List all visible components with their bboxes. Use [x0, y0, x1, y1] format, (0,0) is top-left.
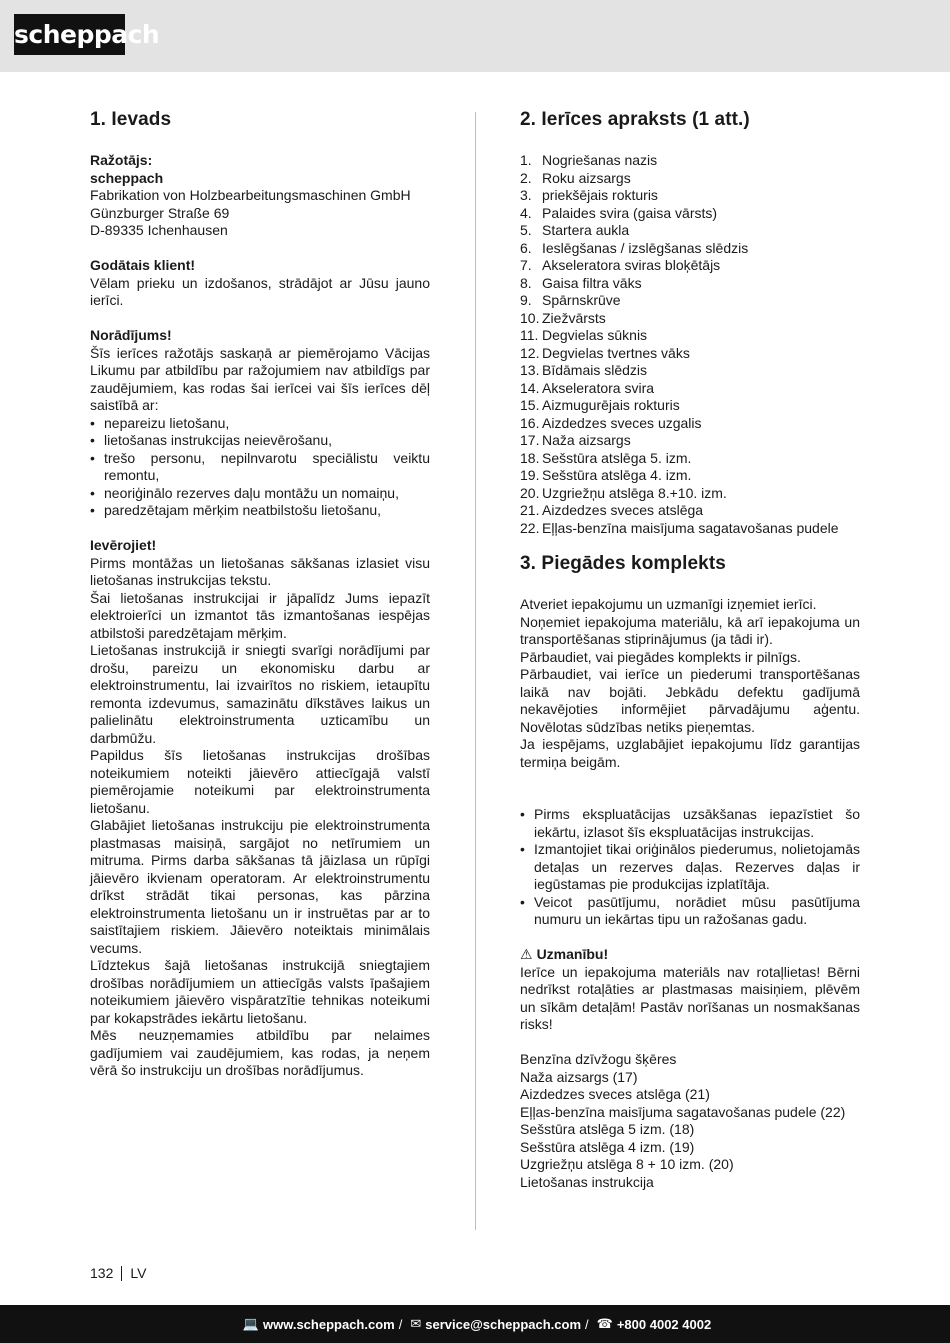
list-item: • Izmantojiet tikai oriģinālos piederumus, nolietojamās detaļas un rezerves daļas. Rezerves daļas ir iegūstamas pie produkcijas izplatītāja.	[520, 841, 860, 894]
list-item: 10. Ziežvārsts	[520, 309, 606, 326]
section-title-delivery: 3. Piegādes komplekts	[520, 553, 726, 574]
list-item: 22. Eļļas-benzīna maisījuma sagatavošanas pudele	[520, 519, 839, 536]
attention-paragraph: Mēs neuzņemamies atbildību par nelaimes gadījumiem vai zaudējumiem, kas rodas, ja neņem vērā šo instrukciju un drošības norādījumus.	[90, 1027, 430, 1078]
page-footer-info	[90, 1265, 146, 1282]
list-item: 1. Nogriešanas nazis	[520, 152, 658, 168]
footer-separator	[121, 1266, 122, 1281]
delivery-contents-list	[520, 1051, 860, 1191]
caution-heading: Uzmanību!	[536, 946, 609, 962]
list-item: 12. Degvielas tvertnes vāks	[520, 344, 690, 361]
list-item: 2. Roku aizsargs	[520, 169, 631, 186]
list-item: • paredzētajam mērķim neatbilstošu lietošanu,	[90, 502, 430, 520]
notice-bullet-list	[90, 415, 430, 520]
address-line: Günzburger Straße 69	[90, 204, 230, 221]
delivery-paragraph: Noņemiet iepakojuma materiālu, kā arī iepakojuma un transportēšanas stiprinājumus (ja tādi ir).	[520, 613, 860, 647]
list-item: 15. Aizmugurējais rokturis	[520, 397, 680, 413]
list-item: 8. Gaisa filtra vāks	[520, 274, 642, 291]
left-column	[90, 108, 430, 1080]
envelope-icon: ✉	[410, 1316, 422, 1331]
delivery-paragraph: Atveriet iepakojumu un uzmanīgi izņemiet ierīci.	[520, 596, 817, 612]
list-item: • Pirms ekspluatācijas uzsākšanas iepazīstiet šo iekārtu, izlasot šīs ekspluatācijas instrukcijas.	[520, 806, 860, 841]
list-item: 21. Aizdedzes sveces atslēga	[520, 502, 704, 518]
list-item: • trešo personu, nepilnvarotu speciālistu veiktu remontu,	[90, 450, 430, 485]
attention-heading: Ievērojiet!	[90, 537, 157, 553]
attention-paragraph: Līdztekus šajā lietošanas instrukcijā sniegtajiem drošības norādījumiem un attiecīgās valsts īpašajiem noteikumiem jāievēro vispāratzītie tehnikas noteikumi par kokapstrādes iekārtu lietošanu.	[90, 957, 430, 1026]
list-item: Aizdedzes sveces atslēga (21)	[520, 1086, 710, 1102]
list-item: Sešstūra atslēga 5 izm. (18)	[520, 1121, 695, 1137]
list-item: Uzgriežņu atslēga 8 + 10 izm. (20)	[520, 1156, 734, 1172]
attention-paragraph: Pirms montāžas un lietošanas sākšanas izlasiet visu lietošanas instrukcijas tekstu.	[90, 554, 430, 588]
delivery-paragraph: Pārbaudiet, vai ierīce un piederumi transportēšanas laikā nav bojāti. Jebkādu defektu gadījumā nekavējoties informējiet pārvadājumu aģentu. Novēlotas sūdzības netiks pieņemtas.	[520, 666, 860, 735]
attention-paragraph: Glabājiet lietošanas instrukciju pie elektroinstrumenta plastmasas maisiņā, sargājot no netīrumiem un mitruma. Pirms darba sākšanas tā jāizlasa un rūpīgi jāievēro ikvienam operatoram. Ar elektroinstrumentu drīkst strādāt tikai personas, kas pārzina elektroinstrumenta lietošanu un ir instruētas par ar to saistītajiem riskiem. Jāievēro noteiktais minimālais vecums.	[90, 817, 430, 956]
caution-text: Ierīce un iepakojuma materiāls nav rotaļlietas! Bērni nedrīkst rotaļāties ar plastmasas maisiņiem, plēvēm un sīkām detaļām! Pastāv norīšanas un nosmakšanas risks!	[520, 963, 860, 1032]
customer-heading: Godātais klient!	[90, 257, 196, 273]
list-item: 17. Naža aizsargs	[520, 432, 631, 448]
notice-heading: Norādījums!	[90, 327, 172, 343]
list-item: • nepareizu lietošanu,	[90, 415, 430, 433]
list-item: 16. Aizdedzes sveces uzgalis	[520, 414, 702, 431]
scheppach-logo: scheppach	[14, 14, 125, 55]
computer-icon: 💻	[242, 1316, 259, 1331]
warning-triangle-icon: ⚠	[520, 946, 533, 962]
list-item: 3. priekšējais rokturis	[520, 187, 658, 203]
list-item: 11. Degvielas sūknis	[520, 327, 648, 343]
manufacturer-name: scheppach	[90, 169, 164, 186]
list-item: Eļļas-benzīna maisījuma sagatavošanas pudele (22)	[520, 1103, 846, 1120]
phone-number[interactable]: +800 4002 4002	[616, 1316, 712, 1332]
list-item: Lietošanas instrukcija	[520, 1173, 654, 1190]
list-item: Naža aizsargs (17)	[520, 1068, 638, 1085]
list-item: 14. Akseleratora svira	[520, 379, 655, 396]
address-line: D-89335 Ichenhausen	[90, 222, 228, 238]
list-item: 20. Uzgriežņu atslēga 8.+10. izm.	[520, 484, 727, 501]
list-item: Benzīna dzīvžogu šķēres	[520, 1051, 677, 1067]
contact-bar: 💻 www.scheppach.com / ✉ service@scheppach.com / ☎ +800 4002 4002	[0, 1305, 950, 1343]
right-column	[520, 108, 860, 1191]
section-title-introduction: 1. Ievads	[90, 109, 172, 130]
email-link[interactable]: service@scheppach.com	[425, 1316, 582, 1332]
manufacturer-label: Ražotājs:	[90, 152, 153, 168]
list-item: 4. Palaides svira (gaisa vārsts)	[520, 204, 718, 221]
attention-paragraph: Papildus šīs lietošanas instrukcijas drošības noteikumiem noteikti jāievēro attiecīgajā valstī piemērojamie noteikumi par elektroinstrumenta lietošanu.	[90, 747, 430, 816]
delivery-paragraph: Ja iespējams, uzglabājiet iepakojumu līdz garantijas termiņa beigām.	[520, 736, 860, 770]
notice-text: Šīs ierīces ražotājs saskaņā ar piemērojamo Vācijas Likumu par atbildību par ražojumiem nav atbildīgs par zaudējumiem, kas rodas šai ierīcei vai šīs ierīces dēļ saistībā ar:	[90, 344, 430, 413]
list-item: • Veicot pasūtījumu, norādiet mūsu pasūtījuma numuru un iekārtas tipu un ražošanas gadu.	[520, 894, 860, 929]
list-item: 6. Ieslēgšanas / izslēgšanas slēdzis	[520, 239, 749, 256]
column-divider	[475, 112, 476, 1230]
attention-paragraph: Šai lietošanas instrukcijai ir jāpalīdz Jums iepazīt elektroierīci un izmantot tās izmantošanas iespējas atbilstoši paredzētajam mērķim.	[90, 589, 430, 641]
list-item: • lietošanas instrukcijas neievērošanu,	[90, 432, 430, 450]
list-item: Sešstūra atslēga 4 izm. (19)	[520, 1138, 695, 1155]
delivery-paragraph: Pārbaudiet, vai piegādes komplekts ir pilnīgs.	[520, 648, 801, 665]
list-item: 9. Spārnskrūve	[520, 292, 621, 308]
address-line: Fabrikation von Holzbearbeitungsmaschinen GmbH	[90, 187, 411, 203]
language-code: LV	[130, 1265, 147, 1281]
attention-paragraph: Lietošanas instrukcijā ir sniegti svarīgi norādījumi par drošu, pareizu un ekonomisku darbu ar elektroinstrumentu, lai izvairītos no riskiem, ietaupītu remonta izdevumus, samazinātu dīkstāves laikus un palielinātu elektroinstrumenta uzticamību un darbmūžu.	[90, 642, 430, 746]
list-item: 5. Startera aukla	[520, 222, 630, 238]
caution-header	[520, 946, 860, 964]
list-item: • neoriģinālo rezerves daļu montāžu un nomaiņu,	[90, 485, 430, 503]
list-item: 7. Akseleratora sviras bloķētājs	[520, 257, 721, 273]
list-item: 13. Bīdāmais slēdzis	[520, 362, 648, 378]
section-title-device-description: 2. Ierīces apraksts (1 att.)	[520, 109, 750, 130]
website-link[interactable]: www.scheppach.com	[262, 1316, 395, 1332]
page-header	[0, 0, 950, 72]
customer-text: Vēlam prieku un izdošanos, strādājot ar Jūsu jauno ierīci.	[90, 274, 430, 308]
list-item: 19. Sešstūra atslēga 4. izm.	[520, 467, 692, 483]
list-item: 18. Sešstūra atslēga 5. izm.	[520, 449, 692, 466]
phone-icon: ☎	[596, 1316, 613, 1331]
page-number: 132	[90, 1265, 114, 1281]
parts-list	[520, 152, 860, 537]
delivery-bullet-list	[520, 806, 860, 929]
